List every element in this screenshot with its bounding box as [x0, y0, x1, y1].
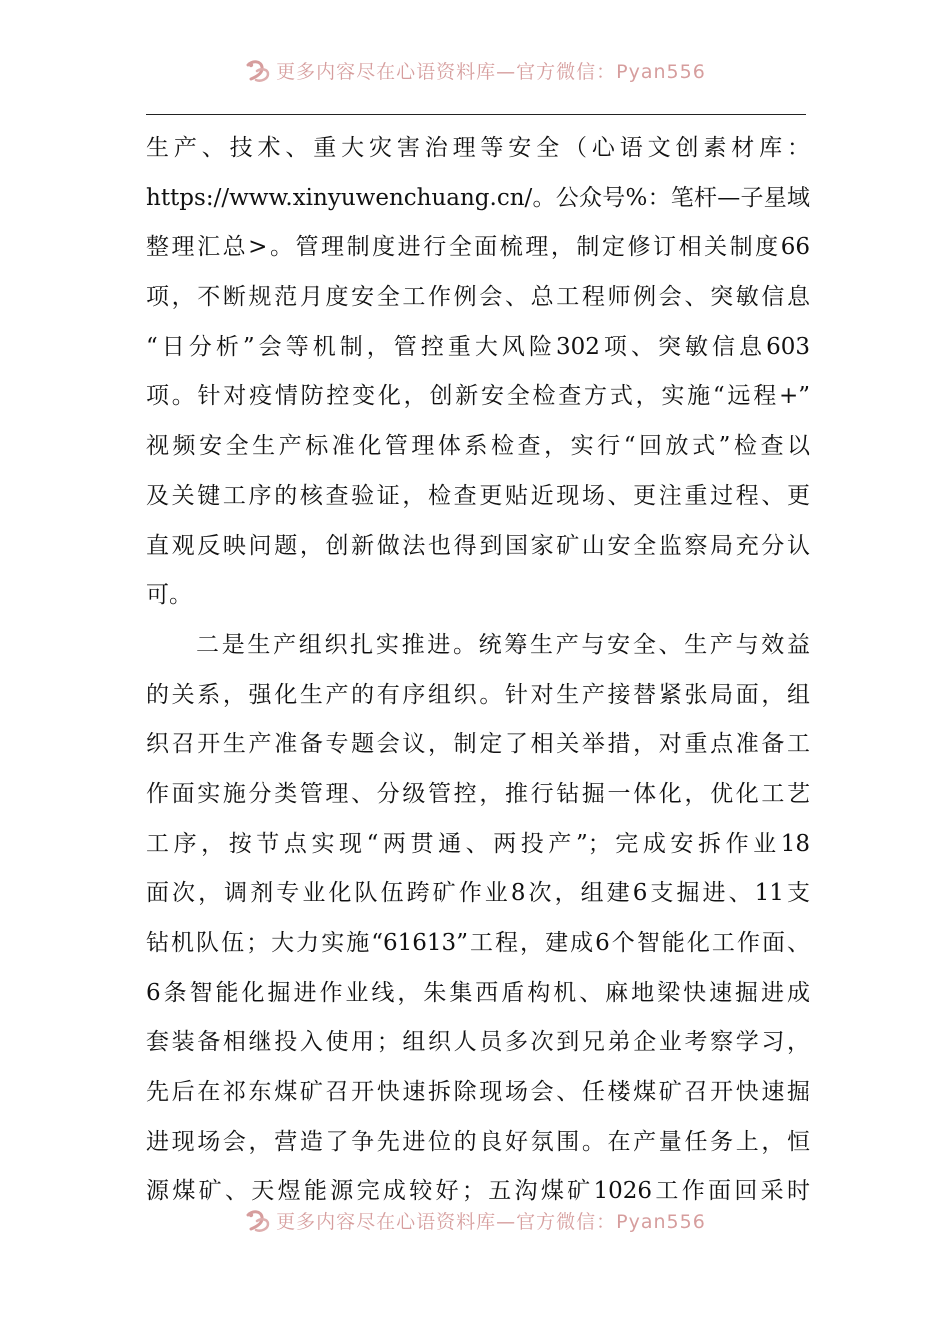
text-line: 进现场会，营造了争先进位的良好氛围。在产量任务上，恒: [146, 1128, 810, 1155]
watermark-text: 更多内容尽在心语资料库—官方微信：Pyan556: [276, 60, 706, 83]
watermark-footer: [0, 1200, 950, 1240]
text-line: https://www.xinyuwenchuang.cn/。公众号%：笔杆—子星域: [146, 184, 810, 211]
text-line: 源煤矿、天煜能源完成较好；五沟煤矿1026工作面回采时: [146, 1178, 810, 1205]
paragraph-start-line: 二是生产组织扎实推进。统筹生产与安全、生产与效益: [196, 631, 810, 658]
text-line: 整理汇总>。管理制度进行全面梳理，制定修订相关制度66: [146, 234, 810, 261]
text-line: 项。针对疫情防控变化，创新安全检查方式，实施“远程+”: [146, 383, 810, 410]
document-body: [146, 124, 810, 1217]
text-line: 套装备相继投入使用；组织人员多次到兄弟企业考察学习，: [146, 1029, 810, 1056]
brand-logo-icon: [244, 1206, 272, 1234]
text-line: 及关键工序的核查验证，检查更贴近现场、更注重过程、更: [146, 482, 810, 509]
text-line: 生产、技术、重大灾害治理等安全（心语文创素材库：: [146, 135, 810, 161]
text-line: 钻机队伍；大力实施“61613”工程，建成6个智能化工作面、: [146, 930, 810, 956]
text-line: 先后在祁东煤矿召开快速拆除现场会、任楼煤矿召开快速掘: [146, 1079, 810, 1106]
watermark-header: [0, 50, 950, 90]
text-line: “日分析”会等机制，管控重大风险302项、突敏信息603: [146, 333, 810, 360]
text-line: 6条智能化掘进作业线，朱集西盾构机、麻地梁快速掘进成: [146, 979, 810, 1006]
text-line: 作面实施分类管理、分级管控，推行钻掘一体化，优化工艺: [146, 780, 810, 807]
header-rule: [146, 114, 806, 115]
text-line: 织召开生产准备专题会议，制定了相关举措，对重点准备工: [146, 731, 810, 758]
watermark-text: 更多内容尽在心语资料库—官方微信：Pyan556: [276, 1210, 706, 1233]
text-line: 直观反映问题，创新做法也得到国家矿山安全监察局充分认: [146, 532, 810, 559]
text-line: 视频安全生产标准化管理体系检查，实行“回放式”检查以: [146, 433, 810, 460]
text-line: 工序，按节点实现“两贯通、两投产”；完成安拆作业18: [146, 830, 810, 857]
text-line: 面次，调剂专业化队伍跨矿作业8次，组建6支掘进、11支: [146, 880, 810, 907]
text-line: 的关系，强化生产的有序组织。针对生产接替紧张局面，组: [146, 681, 810, 708]
text-line: 可。: [146, 582, 192, 609]
brand-logo-icon: [244, 56, 272, 84]
text-line: 项，不断规范月度安全工作例会、总工程师例会、突敏信息: [146, 284, 810, 311]
